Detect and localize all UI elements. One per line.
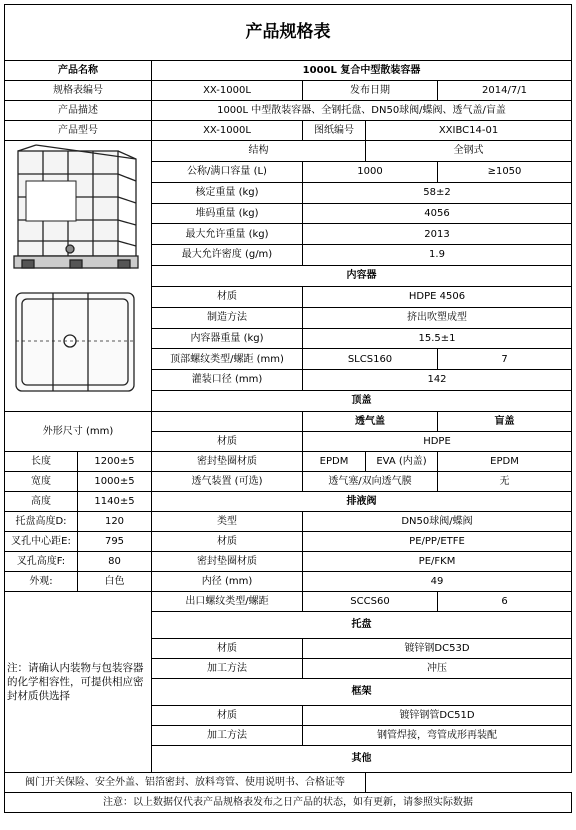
height-label: 高度 xyxy=(5,492,78,512)
pallet-method-label: 加工方法 xyxy=(152,659,303,679)
inner-material-value: HDPE 4506 xyxy=(303,286,572,307)
max-density-value: 1.9 xyxy=(303,245,572,266)
spec-sheet xyxy=(4,4,571,825)
stack-value: 4056 xyxy=(303,203,572,224)
width-label: 宽度 xyxy=(5,472,78,492)
cap-material-value: HDPE xyxy=(303,432,572,452)
ibc-cage-view xyxy=(14,145,138,268)
outlet-thread-label: 出口螺纹类型/螺距 xyxy=(152,592,303,612)
date-value: 2014/7/1 xyxy=(438,81,572,101)
cap-gasket-vent-2: EVA (内盖) xyxy=(366,452,438,472)
valve-gasket-value: PE/FKM xyxy=(303,552,572,572)
fill-label: 灌装口径 (mm) xyxy=(152,370,303,391)
drawing-value: XXIBC14-01 xyxy=(366,121,572,141)
height-value: 1140±5 xyxy=(78,492,152,512)
inner-weight-value: 15.5±1 xyxy=(303,328,572,349)
dims-label: 外形尺寸 (mm) xyxy=(5,412,152,452)
vent-cap-label: 透气盖 xyxy=(303,412,438,432)
drawing-label: 图纸编号 xyxy=(303,121,366,141)
structure-value: 全钢式 xyxy=(366,141,572,162)
model-label: 产品型号 xyxy=(5,121,152,141)
fork-center-value: 795 xyxy=(78,532,152,552)
capacity-nominal: 1000 xyxy=(303,161,438,182)
ibc-drawing xyxy=(8,141,148,411)
tare-label: 核定重量 (kg) xyxy=(152,182,303,203)
product-drawings xyxy=(5,141,152,412)
model-value: XX-1000L xyxy=(152,121,303,141)
inner-container-view xyxy=(16,293,134,391)
inner-material-label: 材质 xyxy=(152,286,303,307)
inner-method-label: 制造方法 xyxy=(152,307,303,328)
inner-method-value: 挤出吹塑成型 xyxy=(303,307,572,328)
cap-gasket-vent-1: EPDM xyxy=(303,452,366,472)
length-value: 1200±5 xyxy=(78,452,152,472)
side-note: 注：请确认内装物与包装容器的化学相容性，可提供相应密封材质供选择 xyxy=(5,592,152,773)
cap-gasket-label: 密封垫圈材质 xyxy=(152,452,303,472)
outlet-thread-type: SCCS60 xyxy=(303,592,438,612)
stack-label: 堆码重量 (kg) xyxy=(152,203,303,224)
pallet-height-label: 托盘高度D: xyxy=(5,512,78,532)
valve-inner-d-value: 49 xyxy=(303,572,572,592)
fork-height-label: 叉孔高度F: xyxy=(5,552,78,572)
max-gross-value: 2013 xyxy=(303,224,572,245)
breather-blind: 无 xyxy=(438,472,572,492)
appearance-value: 白色 xyxy=(78,572,152,592)
frame-section-title: 框架 xyxy=(152,679,572,706)
other-section-title: 其他 xyxy=(152,746,572,773)
capacity-label: 公称/满口容量 (L) xyxy=(152,161,303,182)
page-title: 产品规格表 xyxy=(5,5,572,61)
spec-table xyxy=(4,4,572,813)
valve-material-label: 材质 xyxy=(152,532,303,552)
spec-no-value: XX-1000L xyxy=(152,81,303,101)
frame-method-label: 加工方法 xyxy=(152,726,303,746)
other-value: 阀门开关保险、安全外盖、铝箔密封、放料弯管、使用说明书、合格证等 xyxy=(5,773,366,793)
valve-inner-d-label: 内径 (mm) xyxy=(152,572,303,592)
fork-center-label: 叉孔中心距E: xyxy=(5,532,78,552)
inner-weight-label: 内容器重量 (kg) xyxy=(152,328,303,349)
outlet-thread-pitch: 6 xyxy=(438,592,572,612)
length-label: 长度 xyxy=(5,452,78,472)
fork-height-value: 80 xyxy=(78,552,152,572)
frame-material-value: 镀锌钢管DC51D xyxy=(303,706,572,726)
breather-vent: 透气塞/双向透气膜 xyxy=(303,472,438,492)
max-gross-label: 最大允许重量 (kg) xyxy=(152,224,303,245)
cap-blank xyxy=(152,412,303,432)
max-density-label: 最大允许密度 (g/m) xyxy=(152,245,303,266)
valve-type-value: DN50球阀/蝶阀 xyxy=(303,512,572,532)
valve-type-label: 类型 xyxy=(152,512,303,532)
capacity-full: ≥1050 xyxy=(438,161,572,182)
top-thread-label: 顶部螺纹类型/螺距 (mm) xyxy=(152,349,303,370)
fill-value: 142 xyxy=(303,370,572,391)
desc-label: 产品描述 xyxy=(5,101,152,121)
product-name-value: 1000L 复合中型散装容器 xyxy=(152,61,572,81)
pallet-material-value: 镀锌钢DC53D xyxy=(303,639,572,659)
valve-gasket-label: 密封垫圈材质 xyxy=(152,552,303,572)
pallet-section-title: 托盘 xyxy=(152,612,572,639)
inner-section-title: 内容器 xyxy=(152,266,572,287)
pallet-material-label: 材质 xyxy=(152,639,303,659)
breather-label: 透气装置 (可选) xyxy=(152,472,303,492)
appearance-label: 外观: xyxy=(5,572,78,592)
blind-cap-label: 盲盖 xyxy=(438,412,572,432)
valve-section-title: 排液阀 xyxy=(152,492,572,512)
structure-label: 结构 xyxy=(152,141,366,162)
footer-note: 注意：以上数据仅代表产品规格表发布之日产品的状态，如有更新，请参照实际数据 xyxy=(5,793,572,813)
cap-section-title: 顶盖 xyxy=(152,391,572,412)
desc-value: 1000L 中型散装容器、全钢托盘、DN50球阀/蝶阀、透气盖/盲盖 xyxy=(152,101,572,121)
date-label: 发布日期 xyxy=(303,81,438,101)
pallet-height-value: 120 xyxy=(78,512,152,532)
top-thread-pitch: 7 xyxy=(438,349,572,370)
frame-method-value: 钢管焊接，弯管成形再装配 xyxy=(303,726,572,746)
top-thread-type: SLCS160 xyxy=(303,349,438,370)
pallet-method-value: 冲压 xyxy=(303,659,572,679)
spec-no-label: 规格表编号 xyxy=(5,81,152,101)
product-name-label: 产品名称 xyxy=(5,61,152,81)
cap-gasket-blind: EPDM xyxy=(438,452,572,472)
cap-material-label: 材质 xyxy=(152,432,303,452)
tare-value: 58±2 xyxy=(303,182,572,203)
frame-material-label: 材质 xyxy=(152,706,303,726)
width-value: 1000±5 xyxy=(78,472,152,492)
valve-material-value: PE/PP/ETFE xyxy=(303,532,572,552)
